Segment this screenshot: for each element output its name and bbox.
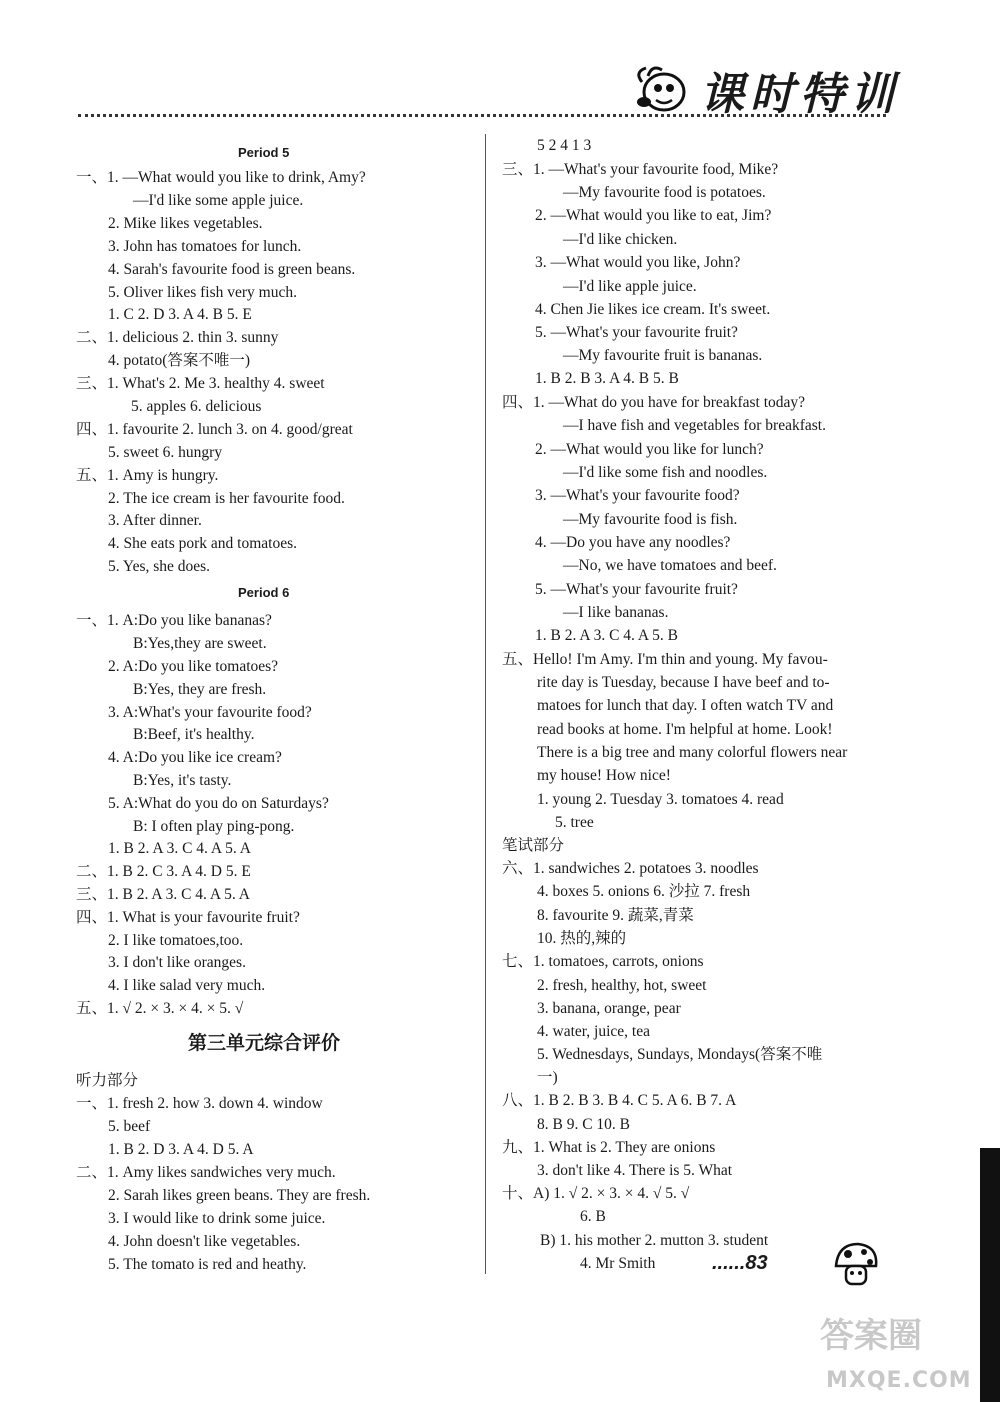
watermark-url: MXQE.COM — [826, 1368, 972, 1393]
answer-line: B) 1. his mother 2. mutton 3. student — [540, 1232, 769, 1249]
answer-line: 2. —What would you like to eat, Jim? — [535, 207, 772, 224]
answer-line: 笔试部分 — [502, 837, 565, 854]
period-heading: Period 6 — [238, 585, 290, 600]
bee-mascot-icon — [632, 62, 692, 118]
answer-line: 四、1. —What do you have for breakfast today? — [502, 394, 806, 411]
answer-line: read books at home. I'm helpful at home. Look! — [537, 721, 833, 738]
answer-line: —I'd like some fish and noodles. — [563, 464, 768, 481]
answer-line: There is a big tree and many colorful flowers near — [537, 744, 848, 761]
answer-line: B:Yes, they are fresh. — [133, 681, 267, 698]
answer-line: 2. Sarah likes green beans. They are fresh. — [108, 1187, 371, 1204]
answer-line: 3. —What's your favourite food? — [535, 487, 740, 504]
answer-line: 4. boxes 5. onions 6. 沙拉 7. fresh — [537, 883, 751, 900]
answer-line: my house! How nice! — [537, 767, 671, 784]
answer-line: 4. I like salad very much. — [108, 977, 266, 994]
answer-line: 3. don't like 4. There is 5. What — [537, 1162, 733, 1179]
answer-line: 5. —What's your favourite fruit? — [535, 324, 738, 341]
answer-line: B: I often play ping-pong. — [133, 818, 295, 835]
answer-line: 三、1. What's 2. Me 3. healthy 4. sweet — [76, 375, 325, 392]
answer-line: 1. B 2. A 3. C 4. A 5. A — [108, 840, 251, 857]
header — [632, 60, 900, 120]
answer-line: 5. beef — [108, 1118, 151, 1135]
page-edge-tab — [980, 1148, 1000, 1402]
answer-line: 1. C 2. D 3. A 4. B 5. E — [108, 306, 252, 323]
answer-line: 5. tree — [555, 814, 594, 831]
answer-line: 4. water, juice, tea — [537, 1023, 650, 1040]
answer-line: 1. young 2. Tuesday 3. tomatoes 4. read — [537, 791, 784, 808]
answer-line: 四、1. favourite 2. lunch 3. on 4. good/great — [76, 421, 353, 438]
answer-line: 五、Hello! I'm Amy. I'm thin and young. My favou- — [502, 651, 828, 668]
answer-line: 3. banana, orange, pear — [537, 1000, 681, 1017]
watermark-logo: 答案圈 — [820, 1316, 922, 1356]
header-dotted-rule — [78, 114, 886, 117]
answer-line: 2. Mike likes vegetables. — [108, 215, 263, 232]
answer-line: 1. B 2. B 3. A 4. B 5. B — [535, 370, 679, 387]
answer-line: —I have fish and vegetables for breakfast. — [563, 417, 826, 434]
answer-line: 3. I would like to drink some juice. — [108, 1210, 326, 1227]
answer-line: —I'd like chicken. — [563, 231, 678, 248]
answer-line: —My favourite fruit is bananas. — [563, 347, 763, 364]
answer-line: —I'd like apple juice. — [563, 278, 697, 295]
answer-line: 5. apples 6. delicious — [131, 398, 262, 415]
answer-line: 二、1. B 2. C 3. A 4. D 5. E — [76, 863, 251, 880]
answer-line: 六、1. sandwiches 2. potatoes 3. noodles — [502, 860, 759, 877]
answer-line: 4. Chen Jie likes ice cream. It's sweet. — [535, 301, 771, 318]
answer-line: 二、1. Amy likes sandwiches very much. — [76, 1164, 336, 1181]
answer-line: 4. Mr Smith — [580, 1255, 656, 1272]
answer-line: 一、1. —What would you like to drink, Amy? — [76, 169, 366, 186]
section-title: 第三单元综合评价 — [188, 1032, 341, 1054]
answer-line: 4. potato(答案不唯一) — [108, 352, 251, 369]
answer-line: rite day is Tuesday, because I have beef and to- — [537, 674, 830, 691]
answer-line: 七、1. tomatoes, carrots, onions — [502, 953, 704, 970]
answer-line: 二、1. delicious 2. thin 3. sunny — [76, 329, 279, 346]
answer-line: 10. 热的,辣的 — [537, 930, 627, 947]
answer-line: 五、1. √ 2. × 3. × 4. × 5. √ — [76, 1000, 244, 1017]
answer-line: 一、1. fresh 2. how 3. down 4. window — [76, 1095, 323, 1112]
answer-line: 4. John doesn't like vegetables. — [108, 1233, 301, 1250]
answer-line: 5. sweet 6. hungry — [108, 444, 223, 461]
answer-line: —I like bananas. — [563, 604, 669, 621]
answer-line: 2. I like tomatoes,too. — [108, 932, 244, 949]
answer-line: 2. The ice cream is her favourite food. — [108, 490, 345, 507]
answer-line: B:Yes,they are sweet. — [133, 635, 267, 652]
answer-line: B:Beef, it's healthy. — [133, 726, 255, 743]
column-divider — [485, 134, 486, 1274]
answer-line: 8. B 9. C 10. B — [537, 1116, 631, 1133]
answer-line: 3. I don't like oranges. — [108, 954, 246, 971]
answer-line: 三、1. B 2. A 3. C 4. A 5. A — [76, 886, 250, 903]
answer-line: 一、1. A:Do you like bananas? — [76, 612, 272, 629]
answer-line: B:Yes, it's tasty. — [133, 772, 232, 789]
answer-line: —No, we have tomatoes and beef. — [563, 557, 777, 574]
answer-line: 5. Wednesdays, Sundays, Mondays(答案不唯 — [537, 1046, 823, 1063]
answer-line: 一) — [537, 1069, 558, 1086]
answer-line: 2. A:Do you like tomatoes? — [108, 658, 279, 675]
answer-line: 三、1. —What's your favourite food, Mike? — [502, 161, 779, 178]
answer-line: 3. After dinner. — [108, 512, 202, 529]
answer-line: 3. A:What's your favourite food? — [108, 704, 312, 721]
answer-line: 3. —What would you like, John? — [535, 254, 741, 271]
answer-line: 九、1. What is 2. They are onions — [502, 1139, 716, 1156]
answer-line: 3. John has tomatoes for lunch. — [108, 238, 302, 255]
answer-line: 5. Oliver likes fish very much. — [108, 284, 297, 301]
answer-line: —My favourite food is potatoes. — [563, 184, 766, 201]
answer-line: 1. B 2. A 3. C 4. A 5. B — [535, 627, 678, 644]
answer-line: 2. fresh, healthy, hot, sweet — [537, 977, 707, 994]
answer-line: 4. She eats pork and tomatoes. — [108, 535, 297, 552]
answer-line: 5. The tomato is red and heathy. — [108, 1256, 307, 1273]
mushroom-mascot-icon — [832, 1240, 880, 1290]
answer-line: 5. A:What do you do on Saturdays? — [108, 795, 329, 812]
page-number: ......83 — [712, 1252, 768, 1274]
answer-line: 6. B — [580, 1208, 606, 1225]
answer-line: 2. —What would you like for lunch? — [535, 441, 764, 458]
period-heading: Period 5 — [238, 145, 290, 160]
answer-line: 十、A) 1. √ 2. × 3. × 4. √ 5. √ — [502, 1185, 690, 1202]
answer-line: 4. —Do you have any noodles? — [535, 534, 731, 551]
answer-line: 5. —What's your favourite fruit? — [535, 581, 738, 598]
answer-line: matoes for lunch that day. I often watch TV and — [537, 697, 834, 714]
answer-line: 听力部分 — [76, 1072, 139, 1089]
answer-line: 四、1. What is your favourite fruit? — [76, 909, 300, 926]
brand-title: 课时特训 — [700, 69, 900, 120]
answer-line: 5 2 4 1 3 — [537, 137, 592, 154]
answer-line: 4. Sarah's favourite food is green beans. — [108, 261, 356, 278]
answer-line: 4. A:Do you like ice cream? — [108, 749, 282, 766]
answer-line: —My favourite food is fish. — [563, 511, 738, 528]
answer-line: 五、1. Amy is hungry. — [76, 467, 219, 484]
answer-line: 八、1. B 2. B 3. B 4. C 5. A 6. B 7. A — [502, 1092, 737, 1109]
answer-line: 5. Yes, she does. — [108, 558, 211, 575]
answer-line: 8. favourite 9. 蔬菜,青菜 — [537, 907, 694, 924]
answer-line: —I'd like some apple juice. — [133, 192, 304, 209]
answer-line: 1. B 2. D 3. A 4. D 5. A — [108, 1141, 254, 1158]
